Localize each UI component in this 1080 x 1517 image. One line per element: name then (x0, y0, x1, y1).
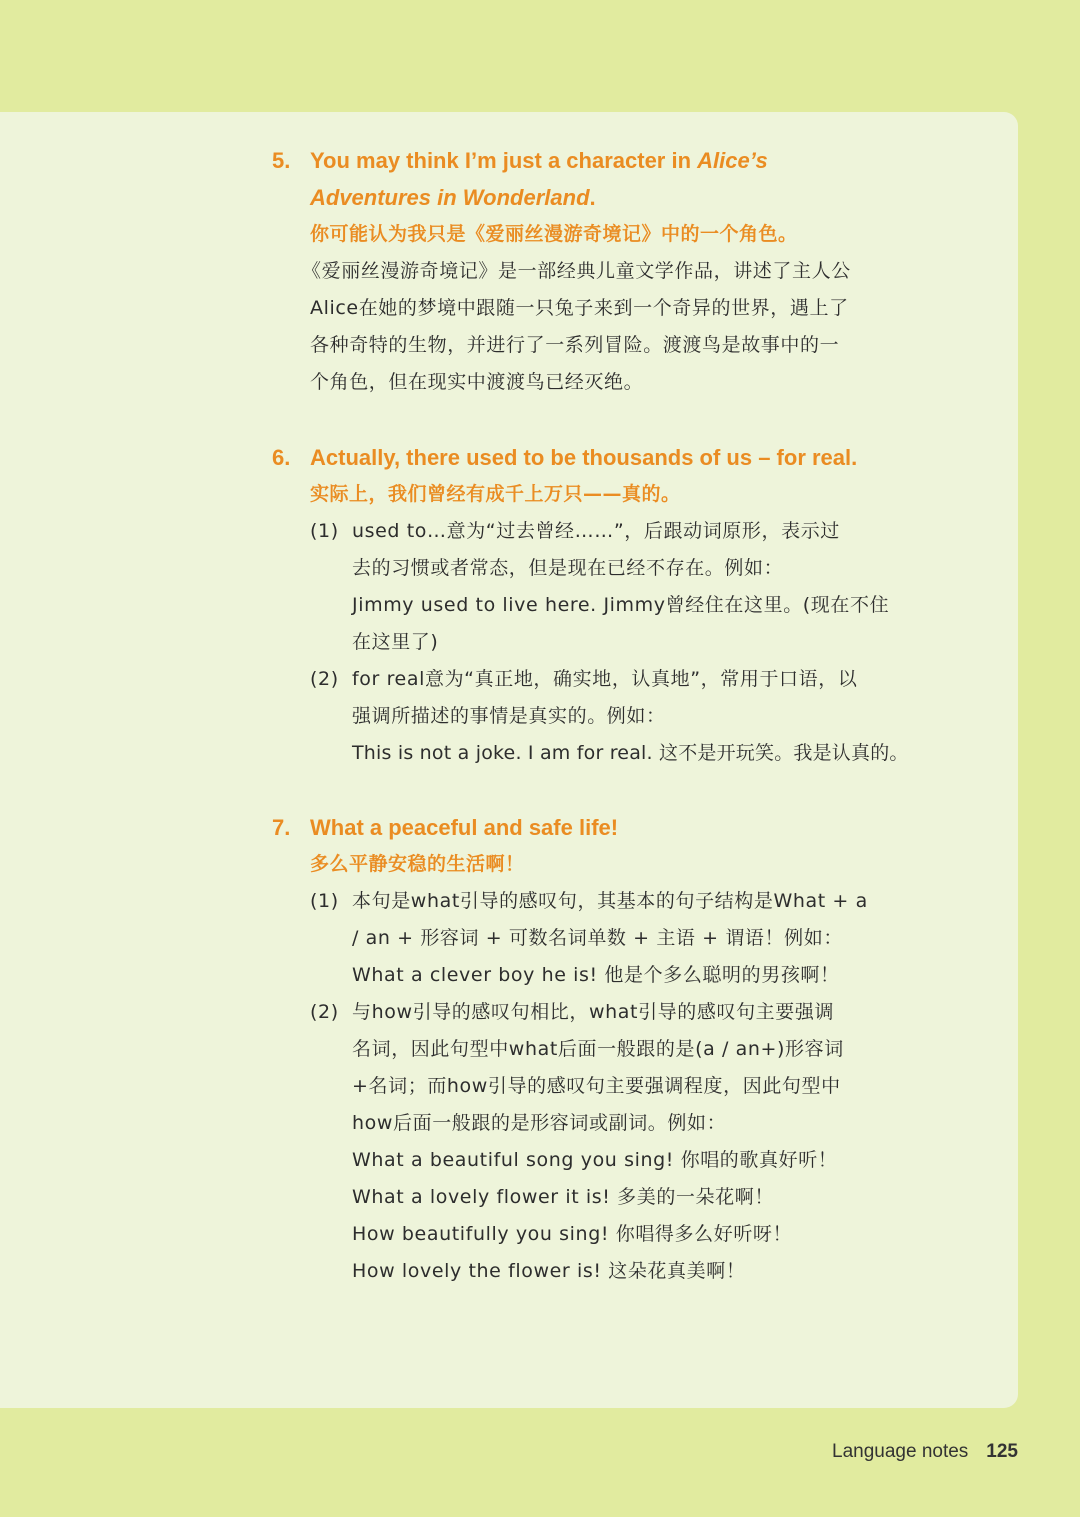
text-line: 《爱丽丝漫游奇境记》是一部经典儿童文学作品，讲述了主人公 (302, 260, 851, 282)
item-marker: (1) (310, 890, 339, 912)
note-item (310, 513, 972, 661)
example-line: This is not a joke. I am for real. 这不是开玩笑。我是认真的。 (352, 742, 909, 764)
note-title-en: What a peaceful and safe life! (310, 815, 619, 840)
text-line: 强调所描述的事情是真实的。例如： (352, 705, 666, 727)
note-explanation (302, 253, 972, 401)
note-number: 5. (272, 148, 291, 173)
note-item (310, 994, 972, 1290)
example-line: What a clever boy he is! 他是个多么聪明的男孩啊！ (352, 964, 840, 986)
page-footer (832, 1441, 1018, 1463)
text-line: 个角色，但在现实中渡渡鸟已经灭绝。 (310, 371, 644, 393)
text-line: +名词；而how引导的感叹句主要强调程度，因此句型中 (352, 1075, 841, 1097)
example-line: How beautifully you sing! 你唱得多么好听呀！ (352, 1223, 793, 1245)
item-marker: (1) (310, 520, 339, 542)
text-line: 本句是what引导的感叹句，其基本的句子结构是What + a (352, 890, 868, 912)
text-line: 在这里了) (352, 631, 439, 653)
note-number: 6. (272, 445, 291, 470)
note-title-en: You may think I’m just a character in Alice’s Adventures in Wonderland. (310, 148, 768, 210)
text-line: for real意为“真正地，确实地，认真地”，常用于口语，以 (352, 668, 858, 690)
note-title-cn: 你可能认为我只是《爱丽丝漫游奇境记》中的一个角色。 (310, 223, 798, 245)
text-line: used to…意为“过去曾经……”，后跟动词原形，表示过 (352, 520, 840, 542)
example-line: Jimmy used to live here. Jimmy曾经住在这里。(现在不住 (352, 594, 890, 616)
page-number: 125 (986, 1441, 1018, 1462)
note-5 (272, 142, 972, 401)
section-label: Language notes (832, 1441, 969, 1462)
note-item (310, 661, 972, 772)
example-line: What a lovely flower it is! 多美的一朵花啊！ (352, 1186, 774, 1208)
note-number: 7. (272, 815, 291, 840)
note-6 (272, 439, 972, 772)
text-line: / an + 形容词 + 可数名词单数 + 主语 + 谓语！例如： (352, 927, 843, 949)
text-line: 与how引导的感叹句相比，what引导的感叹句主要强调 (352, 1001, 835, 1023)
text-line: 去的习惯或者常态，但是现在已经不存在。例如： (352, 557, 784, 579)
note-title-en: Actually, there used to be thousands of us – for real. (310, 445, 858, 470)
example-line: How lovely the flower is! 这朵花真美啊！ (352, 1260, 746, 1282)
text-line: 各种奇特的生物，并进行了一系列冒险。渡渡鸟是故事中的一 (310, 334, 840, 356)
item-marker: (2) (310, 668, 339, 690)
text-line: Alice在她的梦境中跟随一只兔子来到一个奇异的世界，遇上了 (310, 297, 849, 319)
text-line: 名词，因此句型中what后面一般跟的是(a / an+)形容词 (352, 1038, 844, 1060)
note-title-cn: 多么平静安稳的生活啊！ (310, 853, 525, 875)
note-item (310, 883, 972, 994)
example-line: What a beautiful song you sing! 你唱的歌真好听！ (352, 1149, 838, 1171)
note-7 (272, 809, 972, 1290)
item-marker: (2) (310, 1001, 339, 1023)
note-title-cn: 实际上，我们曾经有成千上万只——真的。 (310, 483, 681, 505)
text-line: how后面一般跟的是形容词或副词。例如： (352, 1112, 727, 1134)
